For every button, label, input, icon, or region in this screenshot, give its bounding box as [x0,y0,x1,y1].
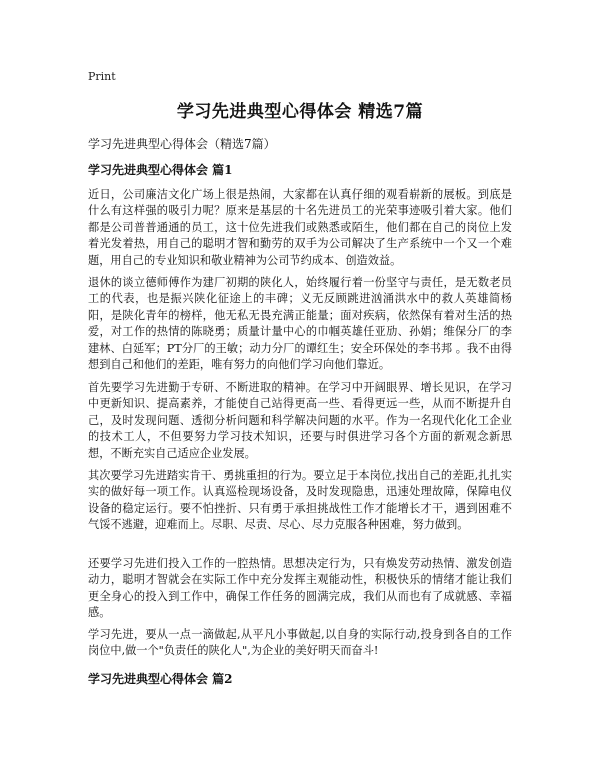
paragraph-5: 还要学习先进们投入工作的一腔热情。思想决定行为，只有焕发劳动热情、激发创造动力，聪明才智就会在实际工作中充分发挥主观能动性，积极快乐的情绪才能让我们更全身心的投入到工作中，确保工作任务的圆满完成，我们从而也有了成就感、幸福感。 [88,557,512,620]
print-link[interactable]: Print [88,70,116,83]
paragraph-4: 其次要学习先进踏实肯干、勇挑重担的行为。要立足于本岗位,找出自己的差距,扎扎实实的做好每一项工作。认真巡检现场设备，及时发现隐患，迅速处理故障，保障电仪设备的稳定运行。要不怕挫折、只有勇于承担挑战性工作才能增长才干，遇到困难不气馁不逃避，迎难而上。尽职、尽责、尽心、尽力克服各种困难，努力做到。 [88,469,512,532]
section-heading-2: 学习先进典型心得体会 篇2 [88,672,233,686]
paragraph-3: 首先要学习先进勤于专研、不断进取的精神。在学习中开阔眼界、增长见识，在学习中更新知识、提高素养，才能使自己站得更高一些、看得更远一些，从而不断提升自己，及时发现问题、透彻分析问题和科学解决问题的水平。作为一名现代化化工企业的技术工人，不但要努力学习技术知识，还要与时俱进学习各个方面的新观念新思想，不断充实自己适应企业发展。 [88,381,512,460]
section-heading-1: 学习先进典型心得体会 篇1 [88,163,233,177]
paragraph-6: 学习先进，要从一点一滴做起,从平凡小事做起,以自身的实际行动,投身到各自的工作岗位中,做一个"负责任的陕化人",为企业的美好明天而奋斗! [88,628,512,658]
document-subtitle: 学习先进典型心得体会（精选7篇） [88,137,276,151]
paragraph-1: 近日，公司廉洁文化广场上很是热闹，大家都在认真仔细的观看崭新的展板。到底是什么有这样强的吸引力呢？原来是基层的十名先进员工的光荣事迹吸引着大家。他们都是公司普普通通的员工，这十位先进我们或熟悉或陌生，他们都在自己的岗位上发着光发着热，用自己的聪明才智和勤劳的双手为公司解决了生产系统中一个又一个难题，用自己的专业知识和敬业精神为公司节约成本、创造效益。 [88,188,512,267]
paragraph-2: 退休的谈立德师傅作为建厂初期的陕化人，始终履行着一份坚守与责任，是无数老员工的代表，也是振兴陕化征途上的丰碑；义无反顾跳进汹涌洪水中的救人英雄简杨阳，是陕化青年的榜样，他无私无畏充满正能量；面对疾病，依然保有着对生活的热爱，对工作的热情的陈晓勇；质量计量中心的巾帼英雄任亚劢、孙娟；维保分厂的李建林、白延军；PT分厂的王敏；动力分厂的谭红生；安全环保处的李书邦 。我不由得想到自己和他们的差距，唯有努力的向他们学习向他们靠近。 [88,276,512,372]
page-title: 学习先进典型心得体会 精选7篇 [176,102,424,122]
